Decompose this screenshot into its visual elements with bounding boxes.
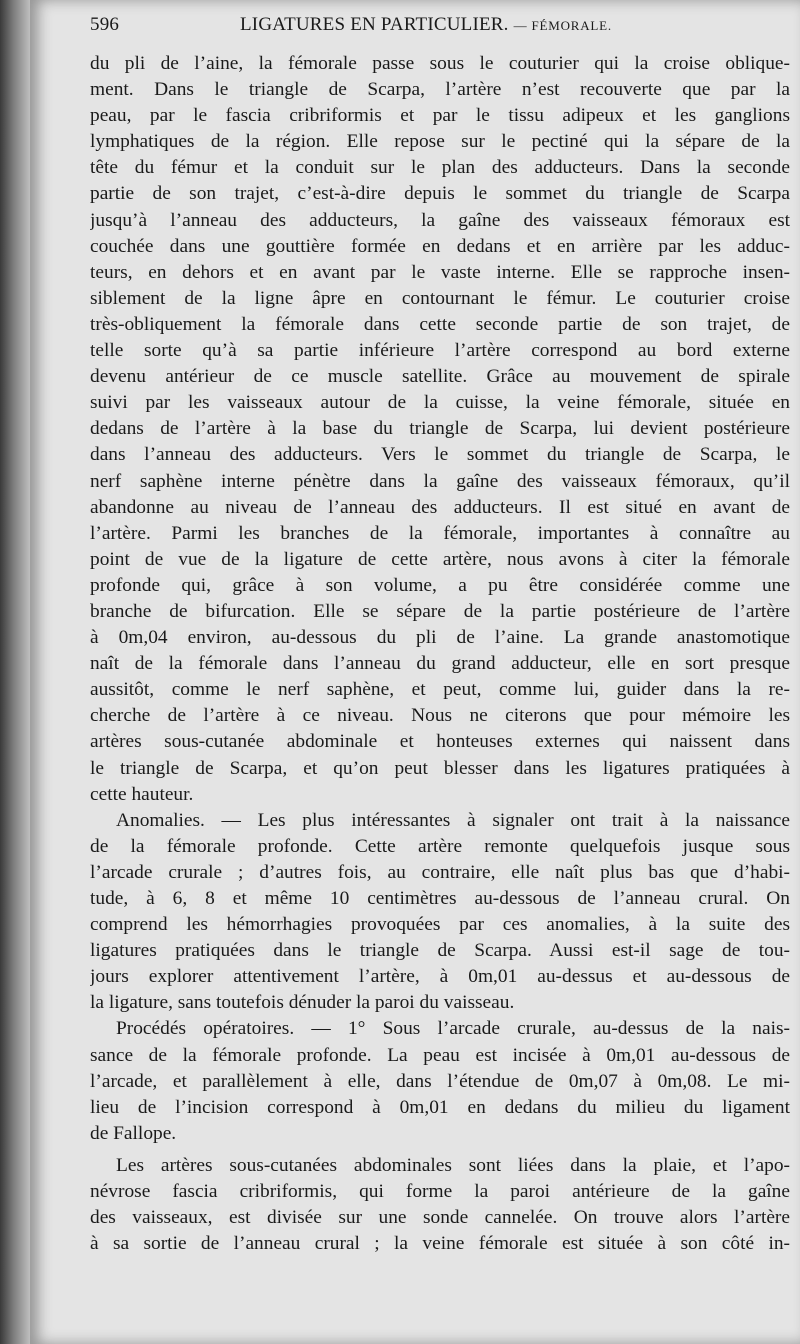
page-number: 596 (90, 14, 120, 35)
text-line: ligatures pratiquées dans le triangle de Scarpa. Aussi est-il sage de tou- (90, 940, 790, 962)
text-line: névrose fascia cribriformis, qui forme la paroi antérieure de la gaîne (90, 1181, 790, 1203)
text-line: telle sorte qu’à sa partie inférieure l’artère correspond au bord externe (90, 340, 790, 362)
text-line: dans l’anneau des adducteurs. Vers le sommet du triangle de Scarpa, le (90, 444, 790, 466)
text-line: point de vue de la ligature de cette artère, nous avons à citer la fémorale (90, 548, 790, 570)
text-line: branche de bifurcation. Elle se sépare de la partie postérieure de l’artère (90, 600, 790, 622)
paragraph-anomalies (90, 808, 790, 1017)
running-head (90, 14, 780, 44)
body-text (90, 51, 790, 1257)
text-line: de Fallope. (90, 1122, 177, 1144)
text-line: du pli de l’aine, la fémorale passe sous le couturier qui la croise oblique- (90, 53, 790, 74)
text-line: le triangle de Scarpa, et qu’on peut blesser dans les ligatures pratiquées à (90, 757, 790, 779)
text-line: partie de son trajet, c’est-à-dire depuis le sommet du triangle de Scarpa (90, 183, 790, 205)
text-line: lymphatiques de la région. Elle repose sur le pectiné qui la sépare de la (90, 131, 790, 153)
text-line: jusqu’à l’anneau des adducteurs, la gaîne des vaisseaux fémoraux est (90, 209, 790, 231)
book-page (30, 0, 800, 1344)
text-line: tête du fémur et la conduit sur le plan des adducteurs. Dans la seconde (90, 157, 790, 179)
text-line: devenu antérieur de ce muscle satellite. Grâce au mouvement de spirale (90, 366, 790, 388)
text-line: de la fémorale profonde. Cette artère remonte quelquefois jusque sous (90, 835, 790, 857)
text-line: teurs, en dehors et en avant par le vaste interne. Elle se rapproche insen- (90, 261, 790, 283)
text-line: siblement de la ligne âpre en contournant le fémur. Le couturier croise (90, 287, 790, 309)
text-line: l’artère. Parmi les branches de la fémorale, importantes à connaître au (90, 522, 790, 544)
text-line: Les artères sous-cutanées abdominales sont liées dans la plaie, et l’apo- (116, 1154, 790, 1176)
running-title-main: LIGATURES EN PARTICULIER. (240, 14, 509, 35)
text-line: à 0m,04 environ, au-dessous du pli de l’aine. La grande anastomotique (90, 627, 790, 649)
text-line: peau, par le fascia cribriformis et par le tissu adipeux et les ganglions (90, 105, 790, 127)
page-binding-edge (0, 0, 30, 1344)
text-line: comprend les hémorrhagies provoquées par ces anomalies, à la suite des (90, 914, 790, 936)
paragraph-abdominal-arteries (90, 1153, 790, 1257)
text-line: Procédés opératoires. — 1° Sous l’arcade crurale, au-dessus de la nais- (116, 1018, 790, 1040)
text-line: tude, à 6, 8 et même 10 centimètres au-dessous de l’anneau crural. On (90, 888, 790, 909)
running-title (240, 14, 612, 36)
paragraph-operative-procedures (90, 1016, 790, 1146)
running-title-section: — FÉMORALE. (513, 18, 612, 33)
text-line: très-obliquement la fémorale dans cette seconde partie de son trajet, de (90, 313, 790, 335)
text-line: l’arcade crurale ; d’autres fois, au contraire, elle naît plus bas que d’habi- (90, 861, 790, 883)
text-line: suivi par les vaisseaux autour de la cuisse, la veine fémorale, située en (90, 392, 790, 414)
text-line: Anomalies. — Les plus intéressantes à signaler ont trait à la naissance (116, 809, 790, 831)
text-line: dedans de l’artère à la base du triangle de Scarpa, lui devient postérieure (90, 418, 790, 440)
paragraph-femoral-course (90, 51, 790, 808)
text-line: aussitôt, comme le nerf saphène, et peut, comme lui, guider dans la re- (90, 679, 790, 701)
text-line: nerf saphène interne pénètre dans la gaîne des vaisseaux fémoraux, qu’il (90, 470, 790, 492)
text-line: cherche de l’artère à ce niveau. Nous ne citerons que pour mémoire les (90, 705, 790, 727)
text-line: artères sous-cutanée abdominale et honteuses externes qui naissent dans (90, 731, 790, 753)
text-line: profonde qui, grâce à son volume, a pu être considérée comme une (90, 574, 790, 596)
text-line: couchée dans une gouttière formée en dedans et en arrière par les adduc- (90, 235, 790, 257)
text-line: ment. Dans le triangle de Scarpa, l’artère n’est recouverte que par la (90, 79, 790, 101)
text-line: lieu de l’incision correspond à 0m,01 en dedans du milieu du ligament (90, 1096, 790, 1118)
text-line: l’arcade, et parallèlement à elle, dans l’étendue de 0m,07 à 0m,08. Le mi- (90, 1070, 790, 1092)
text-line: des vaisseaux, est divisée sur une sonde cannelée. On trouve alors l’artère (90, 1207, 790, 1229)
text-line: la ligature, sans toutefois dénuder la paroi du vaisseau. (90, 992, 515, 1014)
text-line: jours explorer attentivement l’artère, à 0m,01 au-dessus et au-dessous de (90, 966, 790, 988)
text-line: naît de la fémorale dans l’anneau du grand adducteur, elle en sort presque (90, 653, 790, 675)
text-line: cette hauteur. (90, 783, 194, 805)
text-line: sance de la fémorale profonde. La peau est incisée à 0m,01 au-dessous de (90, 1044, 790, 1066)
text-line: abandonne au niveau de l’anneau des adducteurs. Il est situé en avant de (90, 496, 790, 518)
text-line: à sa sortie de l’anneau crural ; la veine fémorale est située à son côté in- (90, 1233, 790, 1255)
page-bottom-margin (30, 1284, 800, 1344)
